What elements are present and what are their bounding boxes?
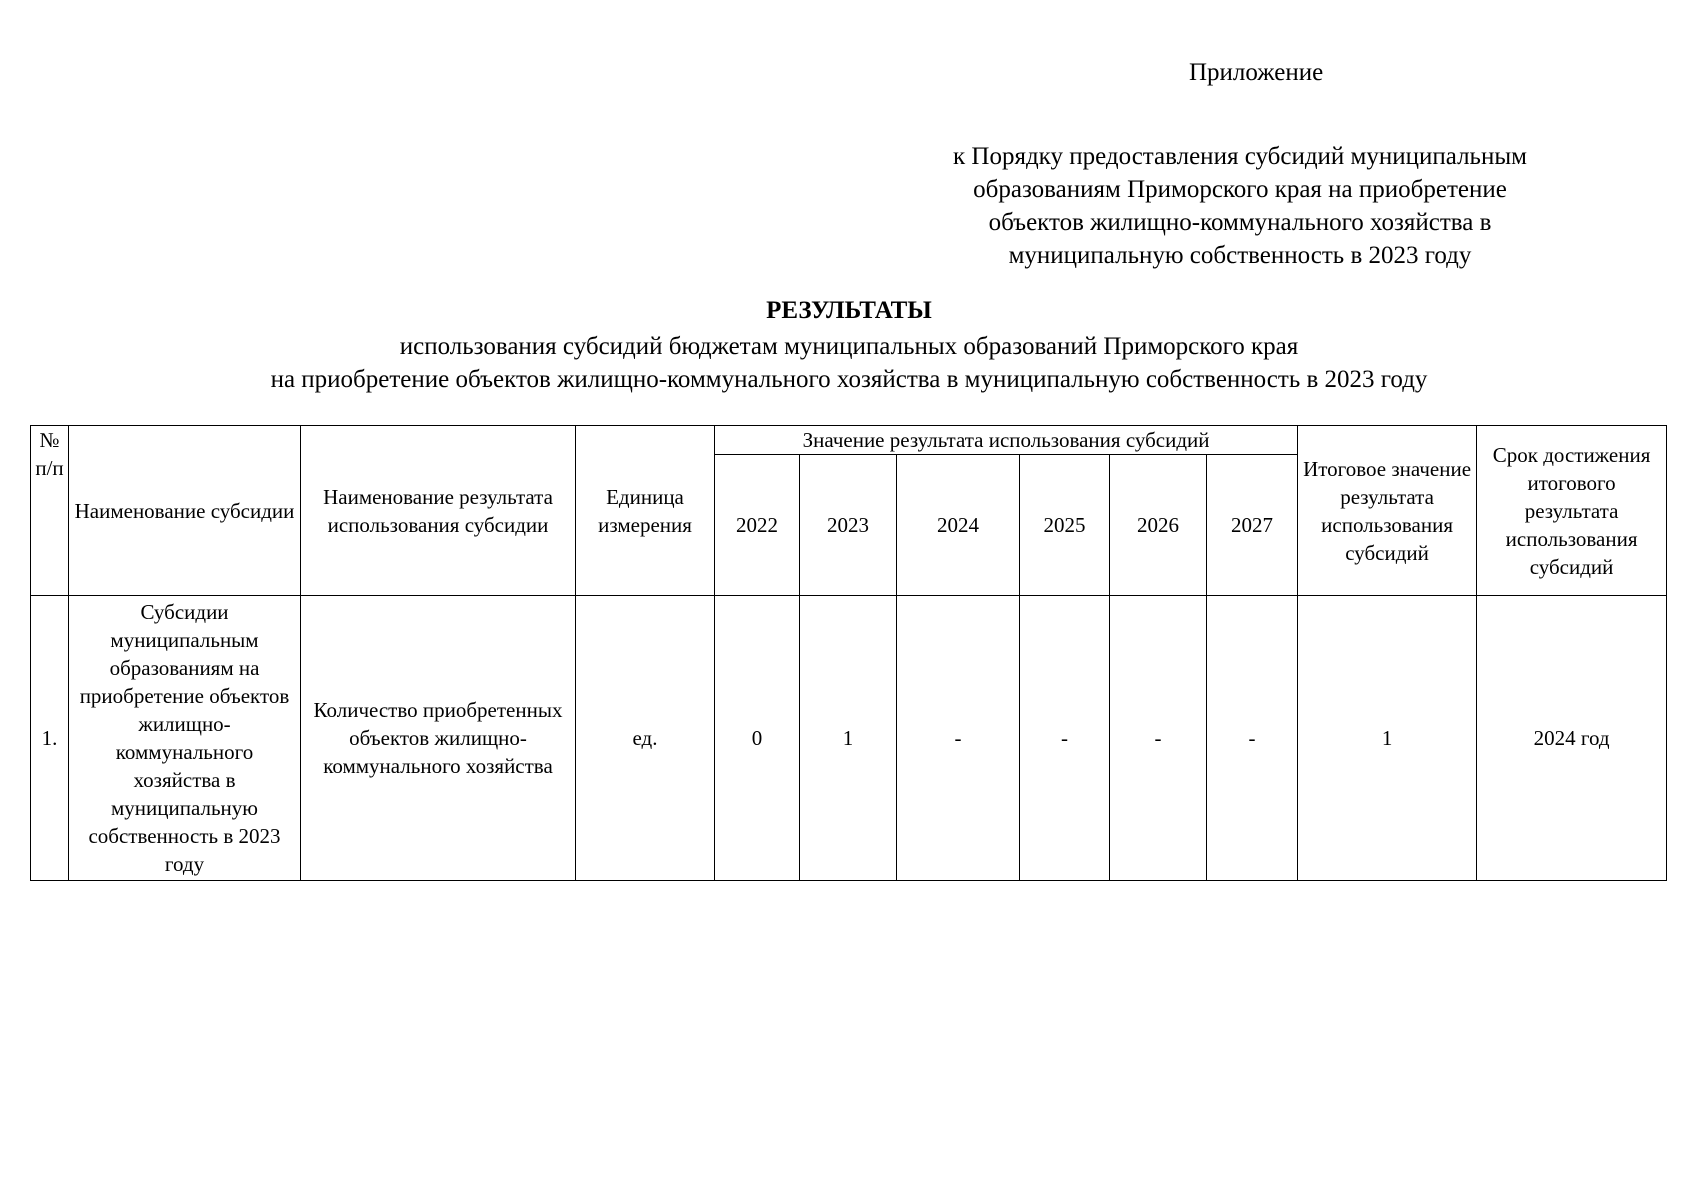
header-year-2024: 2024 (897, 455, 1020, 596)
header-result-name: Наименование результата использования субсидии (301, 426, 576, 596)
document-title: РЕЗУЛЬТАТЫ (766, 297, 932, 324)
document-subtitle (0, 330, 1698, 396)
cell-value-2023: 1 (800, 596, 897, 881)
appendix-ref-line: объектов жилищно-коммунального хозяйства в (988, 209, 1492, 236)
subtitle-line: использования субсидий бюджетам муниципальных образований Приморского края (399, 333, 1299, 360)
cell-value-2026: - (1110, 596, 1207, 881)
header-year-2022: 2022 (715, 455, 800, 596)
header-subsidy-name: Наименование субсидии (69, 426, 301, 596)
cell-final-value: 1 (1298, 596, 1477, 881)
cell-result-name: Количество приобретенных объектов жилищно-коммунального хозяйства (301, 596, 576, 881)
cell-unit: ед. (576, 596, 715, 881)
cell-deadline: 2024 год (1477, 596, 1667, 881)
cell-value-2024: - (897, 596, 1020, 881)
cell-num: 1. (31, 596, 69, 881)
results-table (30, 425, 1667, 881)
header-num: № п/п (31, 426, 69, 596)
appendix-label: Приложение (1189, 59, 1324, 86)
header-year-2027: 2027 (1207, 455, 1298, 596)
header-year-2025: 2025 (1020, 455, 1110, 596)
appendix-ref-line: муниципальную собственность в 2023 году (1008, 242, 1472, 269)
cell-value-2022: 0 (715, 596, 800, 881)
table-row (31, 596, 1667, 881)
header-year-2026: 2026 (1110, 455, 1207, 596)
header-values-group: Значение результата использования субсидий (715, 426, 1298, 455)
cell-value-2027: - (1207, 596, 1298, 881)
cell-value-2025: - (1020, 596, 1110, 881)
cell-subsidy-name: Субсидии муниципальным образованиям на приобретение объектов жилищно-коммунального хозяйства в муниципальную собственность в 2023 году (69, 596, 301, 881)
appendix-reference (920, 140, 1560, 272)
appendix-ref-line: образованиям Приморского края на приобретение (973, 176, 1507, 203)
header-unit: Единица измерения (576, 426, 715, 596)
header-deadline: Срок достижения итогового результата использования субсидий (1477, 426, 1667, 596)
subtitle-line: на приобретение объектов жилищно-коммунального хозяйства в муниципальную собственность в 2023 году (270, 366, 1428, 393)
header-year-2023: 2023 (800, 455, 897, 596)
appendix-ref-line: к Порядку предоставления субсидий муниципальным (953, 143, 1527, 170)
header-final-value: Итоговое значение результата использования субсидий (1298, 426, 1477, 596)
